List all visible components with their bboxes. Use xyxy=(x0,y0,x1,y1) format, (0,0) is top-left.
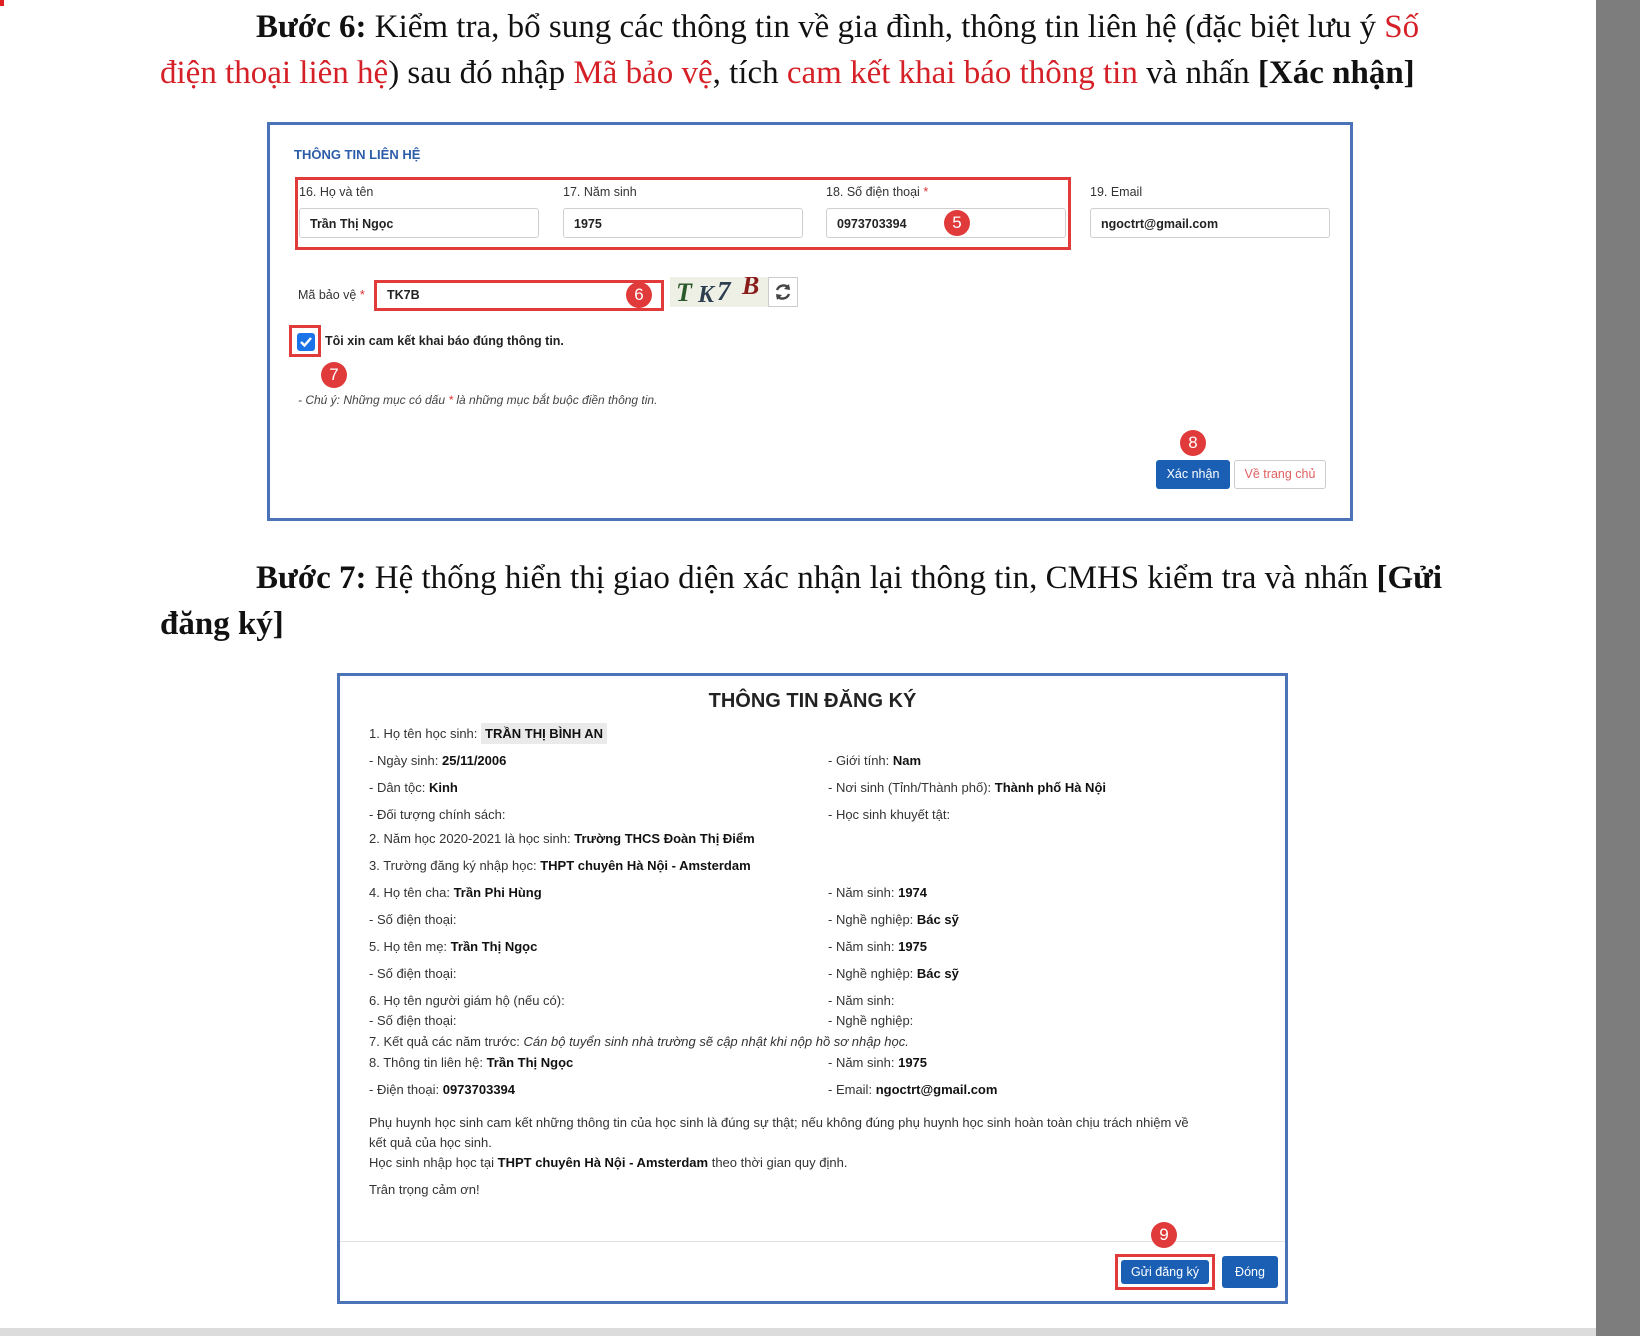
step6-red3: Mã bảo vệ xyxy=(573,55,713,91)
viewer-scrollbar-area[interactable] xyxy=(1596,0,1640,1336)
student-line: 1. Họ tên học sinh: TRẦN THỊ BÌNH AN xyxy=(369,726,607,741)
step6-bold: [Xác nhận] xyxy=(1257,55,1415,91)
father-job-line: - Nghề nghiệp: Bác sỹ xyxy=(828,912,959,927)
mother-phone-line: - Số điện thoại: xyxy=(369,966,457,981)
viewer-bottom-bar xyxy=(0,1328,1596,1336)
step-badge-7: 7 xyxy=(321,362,347,388)
birth-year-field-label: 17. Năm sinh xyxy=(563,185,637,199)
phone-field-label: 18. Số điện thoại * xyxy=(826,185,929,199)
step6-line2 xyxy=(160,50,1415,96)
guardian-phone-line: - Số điện thoại: xyxy=(369,1013,457,1028)
mother-line: 5. Họ tên mẹ: Trần Thị Ngọc xyxy=(369,939,538,954)
required-note: - Chú ý: Những mục có dấu * là những mục bắt buộc điền thông tin. xyxy=(298,393,658,407)
school-year-line: 2. Năm học 2020-2021 là học sinh: Trường THCS Đoàn Thị Điểm xyxy=(369,831,755,846)
email-input[interactable]: ngoctrt@gmail.com xyxy=(1090,208,1330,238)
confirm-button[interactable]: Xác nhận xyxy=(1156,460,1230,489)
registration-confirm-panel xyxy=(337,673,1288,1304)
step6-red2: điện thoại liên hệ xyxy=(160,55,389,91)
step7-line1 xyxy=(256,555,1442,601)
commit-checkbox[interactable] xyxy=(297,333,315,351)
guardian-year-line: - Năm sinh: xyxy=(828,993,895,1008)
father-year-line: - Năm sinh: 1974 xyxy=(828,885,928,900)
step6-prefix: Bước 6: xyxy=(256,9,367,45)
dob-line: - Ngày sinh: 25/11/2006 xyxy=(369,753,507,768)
contact-line: 8. Thông tin liên hệ: Trần Thị Ngọc xyxy=(369,1055,574,1070)
registration-title: THÔNG TIN ĐĂNG KÝ xyxy=(708,690,917,712)
disabled-line: - Học sinh khuyết tật: xyxy=(828,807,951,822)
contact-year-line: - Năm sinh: 1975 xyxy=(828,1055,928,1070)
step-badge-9: 9 xyxy=(1151,1222,1177,1248)
commit-checkbox-highlight xyxy=(289,325,321,357)
father-line: 4. Họ tên cha: Trần Phi Hùng xyxy=(369,885,542,900)
contact-form-panel xyxy=(267,122,1353,521)
step7-bold2: đăng ký] xyxy=(160,606,284,642)
enroll-line: Học sinh nhập học tại THPT chuyên Hà Nội - Amsterdam theo thời gian quy định. xyxy=(369,1155,848,1170)
step7-text: Hệ thống hiển thị giao diện xác nhận lại thông tin, CMHS kiểm tra và nhấn xyxy=(366,560,1377,596)
send-button-highlight xyxy=(1115,1254,1215,1290)
register-school-line: 3. Trường đăng ký nhập học: THPT chuyên Hà Nội - Amsterdam xyxy=(369,858,751,873)
phone-input[interactable]: 0973703394 xyxy=(826,208,1066,238)
results-line: 7. Kết quả các năm trước: Cán bộ tuyển sinh nhà trường sẽ cập nhật khi nộp hồ sơ nhập học. xyxy=(369,1034,909,1049)
step7-prefix: Bước 7: xyxy=(256,560,367,596)
commit-label[interactable]: Tôi xin cam kết khai báo đúng thông tin. xyxy=(325,334,564,348)
commitment-line-2: kết quả của học sinh. xyxy=(369,1135,492,1150)
guardian-job-line: - Nghề nghiệp: xyxy=(828,1013,914,1028)
step-badge-6: 6 xyxy=(626,282,652,308)
commitment-line-1: Phụ huynh học sinh cam kết những thông tin của học sinh là đúng sự thật; nếu không đúng phụ huynh học sinh hoàn toàn chịu trách nhiệm về xyxy=(369,1115,1189,1130)
student-name: TRẦN THỊ BÌNH AN xyxy=(481,723,607,744)
send-registration-button[interactable]: Gửi đăng ký xyxy=(1121,1260,1209,1284)
step7-bold1: [Gửi xyxy=(1376,560,1443,596)
step7-line2 xyxy=(160,601,284,647)
mother-year-line: - Năm sinh: 1975 xyxy=(828,939,928,954)
policy-line: - Đối tượng chính sách: xyxy=(369,807,506,822)
step6-text2: ) sau đó nhập xyxy=(388,55,574,91)
step6-text1: Kiểm tra, bổ sung các thông tin về gia đình, thông tin liên hệ (đặc biệt lưu ý xyxy=(366,9,1385,45)
ethnic-line: - Dân tộc: Kinh xyxy=(369,780,458,795)
step6-red4: cam kết khai báo thông tin xyxy=(786,55,1138,91)
step6-text3: , tích xyxy=(712,55,787,91)
birth-year-input[interactable]: 1975 xyxy=(563,208,803,238)
name-field-label: 16. Họ và tên xyxy=(299,185,374,199)
step-badge-5: 5 xyxy=(944,210,970,236)
father-phone-line: - Số điện thoại: xyxy=(369,912,457,927)
close-button[interactable]: Đóng xyxy=(1222,1256,1278,1288)
captcha-image xyxy=(670,277,768,307)
step6-text4: và nhấn xyxy=(1137,55,1258,91)
name-input[interactable]: Trần Thị Ngọc xyxy=(299,208,539,238)
captcha-input[interactable]: TK7B xyxy=(377,283,661,308)
contact-section-title: THÔNG TIN LIÊN HỆ xyxy=(294,147,421,162)
home-button[interactable]: Về trang chủ xyxy=(1234,460,1326,489)
step6-red1: Số xyxy=(1384,9,1420,45)
guardian-line: 6. Họ tên người giám hộ (nếu có): xyxy=(369,993,565,1008)
captcha-char-1: T xyxy=(676,278,692,307)
captcha-label: Mã bảo vệ * xyxy=(298,288,365,302)
footer-divider xyxy=(340,1241,1285,1242)
step-badge-8: 8 xyxy=(1180,430,1206,456)
captcha-char-2: K xyxy=(698,282,715,307)
contact-phone-line: - Điện thoại: 0973703394 xyxy=(369,1082,516,1097)
thanks-line: Trân trọng cảm ơn! xyxy=(369,1182,480,1197)
gender-line: - Giới tính: Nam xyxy=(828,753,922,768)
contact-email-line: - Email: ngoctrt@gmail.com xyxy=(828,1082,998,1097)
step6-line1 xyxy=(256,4,1419,50)
email-field-label: 19. Email xyxy=(1090,185,1143,199)
refresh-captcha-icon[interactable] xyxy=(768,277,798,307)
captcha-char-4: B xyxy=(742,277,760,300)
captcha-char-3: 7 xyxy=(717,277,731,306)
birthplace-line: - Nơi sinh (Tỉnh/Thành phố): Thành phố Hà Nội xyxy=(828,780,1106,795)
mother-job-line: - Nghề nghiệp: Bác sỹ xyxy=(828,966,959,981)
corner-mark xyxy=(0,0,4,6)
